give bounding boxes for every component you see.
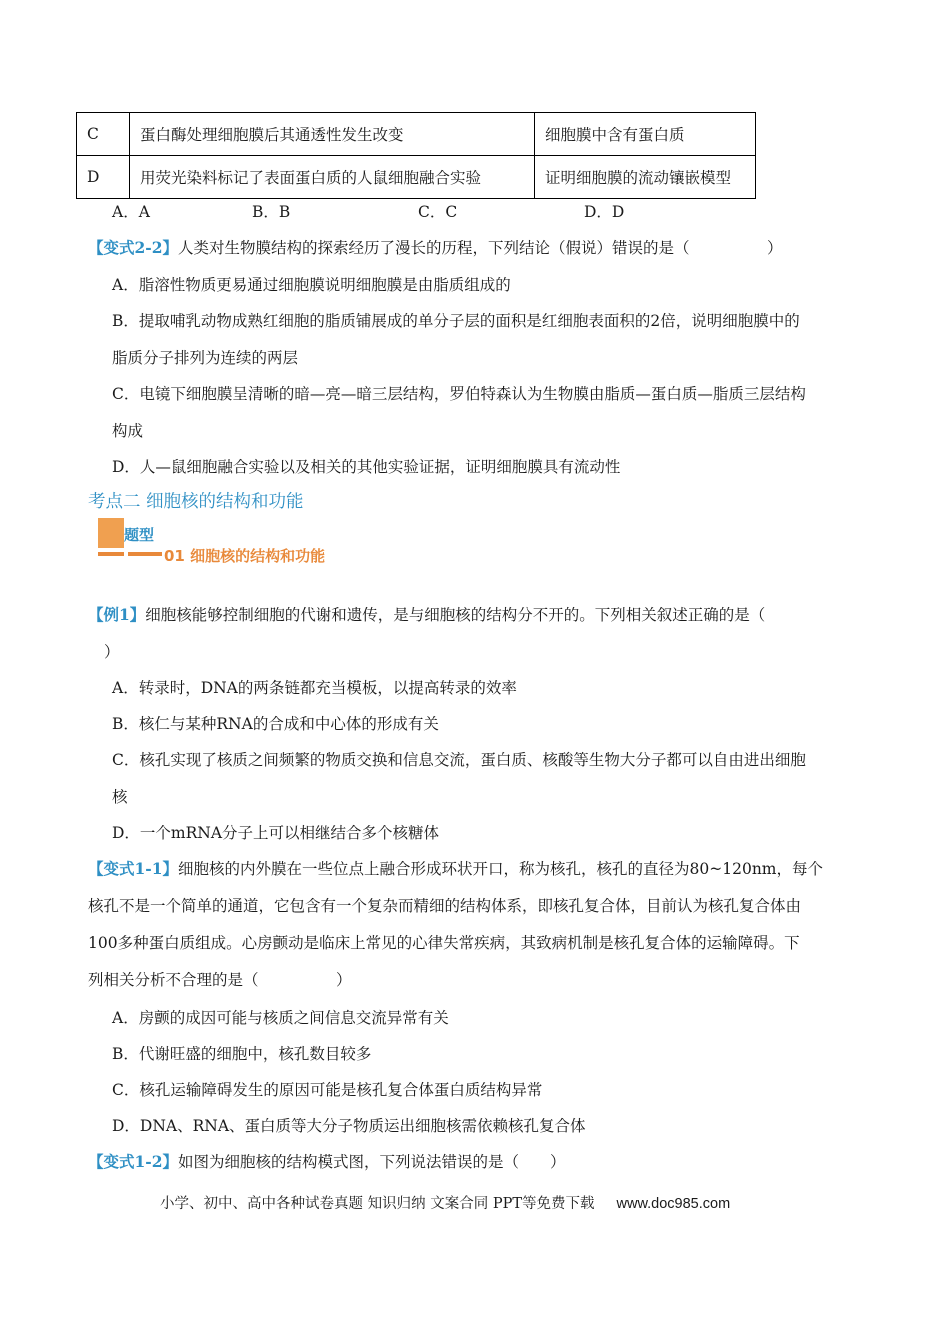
v11-stem-line3: 100多种蛋白质组成。心房颤动是临床上常见的心律失常疾病，其致病机制是核孔复合体的运输障碍。下	[88, 934, 800, 952]
v11-stem-line4: 列相关分析不合理的是（ ）	[88, 971, 352, 989]
option-d: D．D	[584, 203, 625, 221]
footer-link[interactable]: www.doc985.com	[616, 1196, 731, 1212]
stem-text: 细胞核能够控制细胞的代谢和遗传，是与细胞核的结构分不开的。下列相关叙述正确的是（	[145, 606, 766, 624]
option-b: B．B	[252, 203, 291, 221]
question-ex1-stem	[88, 605, 765, 625]
badge-bar	[128, 552, 162, 556]
v22-option-d: D．人—鼠细胞融合实验以及相关的其他实验证据，证明细胞膜具有流动性	[112, 458, 621, 476]
stem-text: 细胞核的内外膜在一些位点上融合形成环状开口，称为核孔，核孔的直径为80~120nm，每个	[178, 860, 823, 878]
ex1-stem-cont: ）	[104, 643, 120, 661]
ex1-option-c: C．核孔实现了核质之间频繁的物质交换和信息交流，蛋白质、核酸等生物大分子都可以自由进出细胞	[112, 751, 806, 769]
v22-option-c-cont: 构成	[112, 422, 144, 440]
conclusion-cell: 细胞膜中含有蛋白质	[535, 113, 756, 156]
page-footer	[160, 1192, 730, 1213]
question-tag: 【变式1-2】	[88, 1152, 179, 1171]
row-label: C	[77, 113, 130, 156]
conclusion-cell: 证明细胞膜的流动镶嵌模型	[535, 156, 756, 199]
v11-option-c: C．核孔运输障碍发生的原因可能是核孔复合体蛋白质结构异常	[112, 1081, 543, 1099]
stem-text: 如图为细胞核的结构模式图，下列说法错误的是（ ）	[178, 1153, 566, 1171]
question-tag: 【变式2-2】	[88, 238, 179, 257]
subheading: 01 细胞核的结构和功能	[164, 547, 326, 565]
section-title: 考点二 细胞核的结构和功能	[88, 492, 304, 512]
v11-option-a: A．房颤的成因可能与核质之间信息交流异常有关	[112, 1009, 449, 1027]
ex1-option-c-cont: 核	[112, 788, 128, 806]
question-tag: 【变式1-1】	[88, 859, 179, 878]
v22-option-b-cont: 脂质分子排列为连续的两层	[112, 349, 299, 367]
experiment-cell: 用荧光染料标记了表面蛋白质的人鼠细胞融合实验	[130, 156, 535, 199]
ex1-option-d: D．一个mRNA分子上可以相继结合多个核糖体	[112, 824, 440, 842]
ex1-option-b: B．核仁与某种RNA的合成和中心体的形成有关	[112, 715, 439, 733]
v11-option-b: B．代谢旺盛的细胞中，核孔数目较多	[112, 1045, 372, 1063]
question-tag: 【例1】	[88, 605, 146, 624]
table-row	[77, 113, 756, 156]
v22-option-a: A．脂溶性物质更易通过细胞膜说明细胞膜是由脂质组成的	[112, 276, 511, 294]
badge-word: 题型	[124, 526, 155, 544]
table-row	[77, 156, 756, 199]
question-v22-stem	[88, 238, 783, 258]
question-v12-stem	[88, 1152, 566, 1172]
question-v11-stem	[88, 859, 823, 879]
stem-text: 人类对生物膜结构的探索经历了漫长的历程，下列结论（假说）错误的是（ ）	[178, 239, 783, 257]
option-c: C．C	[418, 203, 458, 221]
question-type-badge	[98, 518, 168, 558]
badge-square-icon	[98, 518, 124, 548]
options-table	[76, 112, 756, 199]
badge-bar	[98, 552, 124, 556]
v22-option-c: C．电镜下细胞膜呈清晰的暗—亮—暗三层结构，罗伯特森认为生物膜由脂质—蛋白质—脂质三层结构	[112, 385, 806, 403]
ex1-option-a: A．转录时，DNA的两条链都充当模板，以提高转录的效率	[112, 679, 517, 697]
row-label: D	[77, 156, 130, 199]
option-a: A．A	[112, 203, 150, 221]
footer-text: 小学、初中、高中各种试卷真题 知识归纳 文案合同 PPT等免费下载	[160, 1196, 595, 1212]
v11-option-d: D．DNA、RNA、蛋白质等大分子物质运出细胞核需依赖核孔复合体	[112, 1117, 586, 1135]
v11-stem-line2: 核孔不是一个简单的通道，它包含有一个复杂而精细的结构体系，即核孔复合体，目前认为核孔复合体由	[88, 897, 802, 915]
v22-option-b: B．提取哺乳动物成熟红细胞的脂质铺展成的单分子层的面积是红细胞表面积的2倍，说明细胞膜中的	[112, 312, 800, 330]
experiment-cell: 蛋白酶处理细胞膜后其通透性发生改变	[130, 113, 535, 156]
